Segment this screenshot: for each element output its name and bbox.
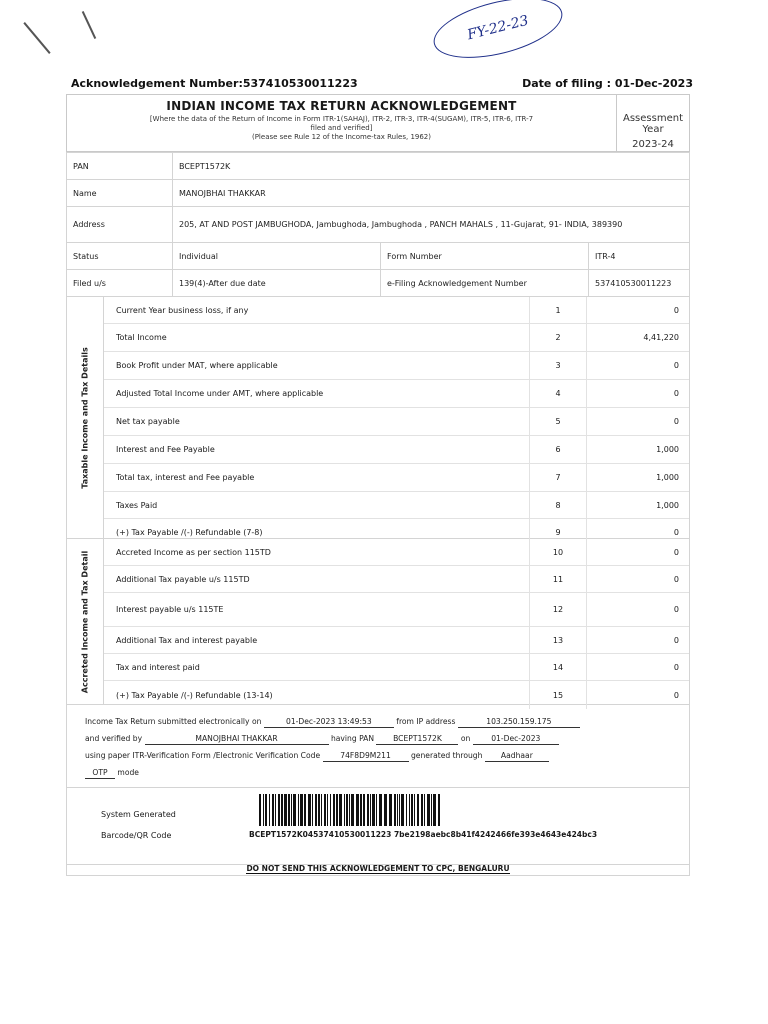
row-desc: Additional Tax payable u/s 115TD [104,566,530,592]
section-title: Accreted Income and Tax Detail [80,550,90,693]
barcode-bar [376,794,377,826]
row-amt: 0 [673,361,679,370]
barcode-bar [399,794,400,826]
table-row [104,654,689,681]
barcode-bar [293,794,296,826]
barcode-bar [327,794,328,826]
row-amt: 0 [673,389,679,398]
efiling-ack-value: 537410530011223 [589,270,690,297]
filed-value: 139(4)-After due date [173,270,381,297]
table-row [104,324,689,352]
row-desc: Total Income [104,324,530,351]
barcode-bar [394,794,396,826]
barcode-bar [269,794,270,826]
barcode-bar [384,794,387,826]
row-amt: 1,000 [656,500,679,510]
row-amt: 0 [673,635,679,645]
barcode-bar [275,794,276,826]
row-desc: Interest and Fee Payable [104,436,530,463]
barcode-bar [315,794,317,826]
table-row [104,408,689,436]
barcode-bar [363,794,365,826]
barcode-bar [417,794,419,826]
barcode-bar [424,794,425,826]
row-amt: 0 [673,417,679,426]
row-desc: (+) Tax Payable /(-) Refundable (7-8) [104,519,530,546]
date-of-filing: Date of filing : 01-Dec-2023 [522,77,693,90]
barcode-bar [278,794,280,826]
row-num: 1 [530,297,587,323]
barcode-bar [272,794,274,826]
barcode-bar [344,794,345,826]
barcode-bar [324,794,326,826]
barcode-bar [298,794,299,826]
barcode-bar [284,794,287,826]
barcode-bar [351,794,354,826]
row-desc: Adjusted Total Income under AMT, where applicable [104,380,530,407]
assessment-year: Assessment Year 2023-24 [617,95,690,152]
table-row [104,352,689,380]
row-num: 12 [530,593,587,626]
barcode-bar [421,794,423,826]
barcode-bar [397,794,398,826]
row-num: 2 [530,324,587,351]
acknowledgement-number: Acknowledgement Number:537410530011223 [71,77,358,90]
row-amt: 0 [673,528,679,537]
row-num: 13 [530,627,587,653]
row-amt: 0 [673,305,679,315]
taxable-income-section [66,297,690,539]
barcode-bar [281,794,283,826]
barcode-bar [370,794,371,826]
verification-text: Income Tax Return submitted electronically on 01-Dec-2023 13:49:53 from IP address 103.250.159.175 and verified by MANOJBHAI THAKKAR having PAN BCEPT1572K on 01-Dec-2023 using paper ITR-Verification Form /Electronic Verification Code 74F8D9M211 generated through Aadhaar OTP mode [66,705,690,788]
row-num: 14 [530,654,587,680]
row-num: 9 [530,519,587,546]
header-table [66,94,690,152]
document-title: INDIAN INCOME TAX RETURN ACKNOWLEDGEMENT [166,99,517,113]
accreted-income-section [66,539,690,705]
row-desc: Interest payable u/s 115TE [104,593,530,626]
table-row [104,566,689,593]
table-row [104,627,689,654]
barcode-bar [291,794,292,826]
barcode-section: System Generated Barcode/QR Code BCEPT1572K04537410530011223 7be2198aebc8b41f4242466fe393e4643e424bc3 [66,788,690,865]
barcode-bar [349,794,350,826]
handwritten-note: FY-22-23 [428,0,569,69]
status-value: Individual [173,243,381,270]
table-row [104,492,689,519]
section-title: Taxable Income and Tax Details [80,346,90,489]
barcode-bar [263,794,264,826]
row-amt: 1,000 [656,473,679,482]
barcode-bar [265,794,267,826]
barcode-bar [336,794,338,826]
table-row [104,681,689,709]
barcode-bar [379,794,382,826]
row-amt: 0 [673,690,679,700]
acknowledgement-document [66,94,690,876]
barcode-bar [288,794,290,826]
barcode-bar [433,794,436,826]
barcode-bar [308,794,311,826]
barcode-bar [438,794,440,826]
barcode-text: BCEPT1572K04537410530011223 7be2198aebc8b41f4242466fe393e4643e424bc3 [249,830,598,839]
barcode-bar [409,794,410,826]
barcode-bar [372,794,375,826]
barcode-bar [318,794,320,826]
row-num: 8 [530,492,587,518]
table-row [104,436,689,464]
row-num: 6 [530,436,587,463]
pen-mark [23,22,50,54]
pan-value: BCEPT1572K [173,153,690,180]
row-amt: 0 [673,662,679,672]
barcode-bar [259,794,261,826]
barcode-bar [330,794,331,826]
row-desc: Net tax payable [104,408,530,435]
table-row [104,464,689,492]
row-num: 4 [530,380,587,407]
row-desc: Current Year business loss, if any [104,297,530,323]
barcode-bar [356,794,359,826]
name-value: MANOJBHAI THAKKAR [173,180,690,207]
barcode-bar [312,794,313,826]
header-main [67,95,617,152]
row-desc: (+) Tax Payable /(-) Refundable (13-14) [104,681,530,709]
row-amt: 0 [673,574,679,584]
barcode-bar [401,794,404,826]
barcode-bar [414,794,415,826]
barcode-bar [321,794,322,826]
pen-mark [82,11,96,39]
form-number-value: ITR-4 [589,243,690,270]
document-subtitle: [Where the data of the Return of Income in Form ITR-1(SAHAJ), ITR-2, ITR-3, ITR-4(SUGAM), ITR-5, ITR-6, ITR-7 filed and verified] (Please see Rule 12 of the Income-tax Rules, 1962) [149,115,534,141]
row-amt: 4,41,220 [643,333,679,342]
row-num: 5 [530,408,587,435]
info-table: PAN BCEPT1572K Name MANOJBHAI THAKKAR Address 205, AT AND POST JAMBUGHODA, Jambughoda, Jambughoda , PANCH MAHALS , 11-Gujarat, 91- INDIA, 389390 Status Individual Form Number ITR-4 Filed u/s 139(4)-After due date e-Filing Acknowledgement Number 537410530011223 [66,152,690,297]
row-desc: Total tax, interest and Fee payable [104,464,530,491]
barcode-image [259,794,441,826]
barcode-bar [360,794,362,826]
barcode-bar [389,794,392,826]
row-num: 7 [530,464,587,491]
address-value: 205, AT AND POST JAMBUGHODA, Jambughoda, Jambughoda , PANCH MAHALS , 11-Gujarat, 91- INDIA, 389390 [173,207,690,243]
table-row [104,297,689,324]
row-desc: Additional Tax and interest payable [104,627,530,653]
barcode-bar [431,794,432,826]
barcode-bar [406,794,407,826]
barcode-bar [339,794,342,826]
barcode-bar [346,794,348,826]
row-num: 15 [530,681,587,709]
barcode-bar [300,794,303,826]
bottom-note: DO NOT SEND THIS ACKNOWLEDGEMENT TO CPC, BENGALURU [246,864,510,873]
row-desc: Book Profit under MAT, where applicable [104,352,530,379]
row-desc: Taxes Paid [104,492,530,518]
row-amt: 0 [673,605,679,614]
row-amt: 1,000 [656,445,679,454]
row-num: 11 [530,566,587,592]
row-desc: Accreted Income as per section 115TD [104,539,530,565]
row-desc: Tax and interest paid [104,654,530,680]
barcode-bar [367,794,369,826]
row-num: 3 [530,352,587,379]
barcode-bar [333,794,335,826]
barcode-bar [427,794,430,826]
table-row [104,593,689,627]
row-amt: 0 [673,547,679,557]
barcode-bar [304,794,306,826]
table-row [104,380,689,408]
row-num: 10 [530,539,587,565]
barcode-bar [411,794,413,826]
table-row [104,539,689,566]
